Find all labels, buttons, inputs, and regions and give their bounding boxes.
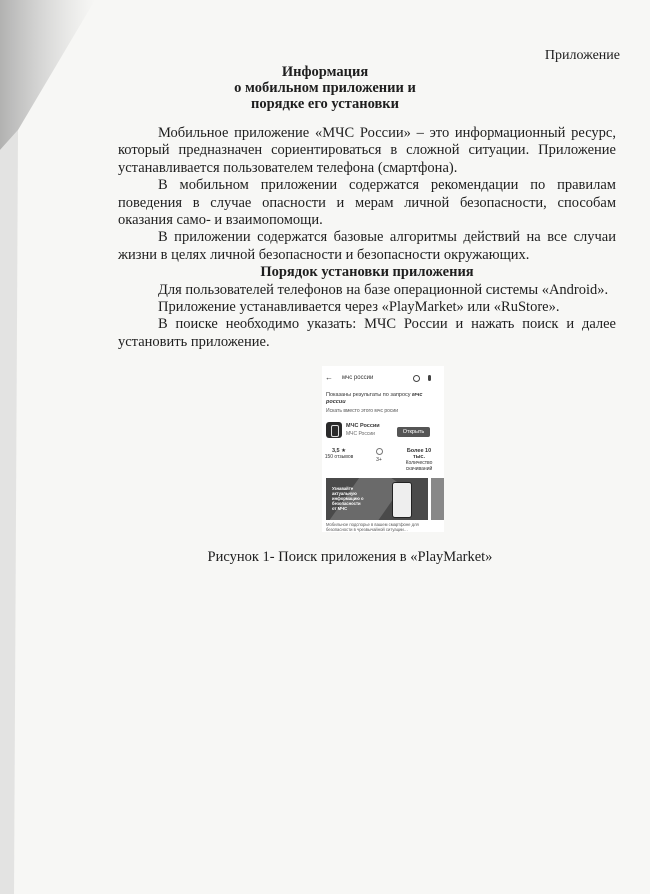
search-query: мчс россии: [342, 375, 374, 381]
app-name: МЧС России: [346, 423, 380, 429]
install-paragraph-1: Для пользователей телефонов на базе операционной системы «Android».: [158, 281, 609, 298]
title-line-2: о мобильном приложении и: [234, 80, 416, 96]
rating-stat: [322, 448, 356, 460]
paragraph-1: Мобильное приложение «МЧС России» – это информационный ресурс, который предназначен сориентироваться в сложной ситуации. Приложение устанавливается пользователем телефона (смартфона).: [118, 125, 616, 176]
microphone-icon: [428, 375, 431, 381]
document-title: [0, 64, 650, 112]
playmarket-screenshot: [322, 366, 444, 532]
search-instead: Искать вместо этого мчс росии: [326, 408, 398, 414]
figure-caption: Рисунок 1- Поиск приложения в «PlayMarket»: [207, 549, 493, 565]
back-arrow-icon: ←: [325, 373, 333, 382]
appendix-label: Приложение: [544, 48, 620, 63]
app-icon: [326, 422, 342, 438]
app-description: Мобильное подспорье в вашем смартфоне для безопасности в чрезвычайной ситуации…: [326, 522, 419, 532]
results-notice-prefix: Показаны результаты по запросу: [326, 392, 411, 398]
results-notice: [326, 392, 436, 406]
search-icon: [413, 375, 420, 382]
paragraph-2: В мобильном приложении содержатся рекомендации по правилам поведения в случае опасности и мерам личной безопасности, способам оказания само- и взаимопомощи.: [118, 177, 616, 229]
open-button: Открыть: [397, 427, 430, 437]
search-bar: [322, 372, 444, 384]
downloads-value: Более 10 тыс.: [406, 448, 432, 460]
downloads-stat: [402, 448, 436, 472]
install-paragraph-2: Приложение устанавливается через «PlayMarket» или «RuStore».: [158, 299, 560, 316]
rating-value: 3,5 ★: [331, 448, 347, 454]
downloads-label: Количество скачиваний: [405, 460, 433, 472]
app-developer: МЧС России: [346, 431, 375, 437]
promo-text: Узнавайте актуальную информацию о безопасности от МЧС: [332, 486, 364, 511]
results-notice-query: мчс россии: [326, 392, 423, 405]
clock-icon: [376, 448, 383, 455]
age-stat: [362, 448, 396, 463]
install-heading: Порядок установки приложения: [260, 264, 474, 281]
install-paragraph-3: В поиске необходимо указать: МЧС России и нажать поиск и далее установить приложение.: [118, 316, 616, 350]
title-line-3: порядке его установки: [250, 96, 399, 112]
paragraph-3: В приложении содержатся базовые алгоритмы действий на все случаи жизни в целях личной безопасности и безопасности окружающих.: [118, 229, 616, 263]
promo-banner-2: [431, 478, 444, 520]
phone-mockup: [392, 482, 412, 518]
rating-label: 150 отзывов: [324, 454, 354, 460]
promo-banner: [326, 478, 428, 520]
document-body: [118, 125, 616, 351]
title-line-1: Информация: [281, 64, 369, 80]
age-value: 3+: [376, 457, 382, 463]
